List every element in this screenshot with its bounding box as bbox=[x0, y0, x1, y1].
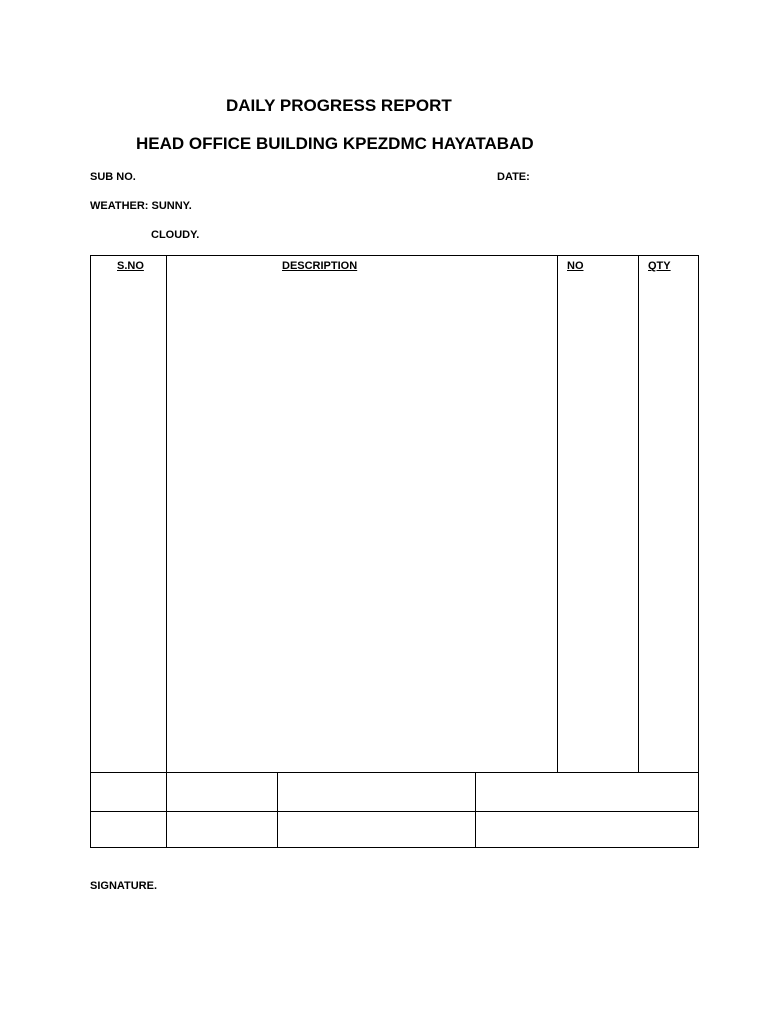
report-title: DAILY PROGRESS REPORT bbox=[226, 96, 452, 115]
header-sno: S.NO bbox=[117, 260, 144, 272]
sub-no-label: SUB NO. bbox=[90, 171, 136, 183]
date-label: DATE: bbox=[497, 171, 530, 183]
report-subtitle: HEAD OFFICE BUILDING KPEZDMC HAYATABAD bbox=[136, 134, 534, 153]
weather-label: WEATHER: SUNNY. bbox=[90, 200, 192, 212]
row-divider-1 bbox=[91, 772, 699, 773]
header-qty: QTY bbox=[648, 260, 671, 272]
row-divider-2 bbox=[91, 811, 699, 812]
header-no: NO bbox=[567, 260, 584, 272]
footer-col-divider-1 bbox=[277, 772, 278, 848]
col-divider-no bbox=[638, 256, 639, 772]
signature-label: SIGNATURE. bbox=[90, 880, 158, 892]
footer-col-divider-2 bbox=[475, 772, 476, 848]
progress-table bbox=[90, 255, 699, 848]
col-divider-description bbox=[557, 256, 558, 772]
weather-cloudy-label: CLOUDY. bbox=[151, 229, 200, 241]
header-description: DESCRIPTION bbox=[282, 260, 358, 272]
col-divider-sno bbox=[166, 256, 167, 848]
